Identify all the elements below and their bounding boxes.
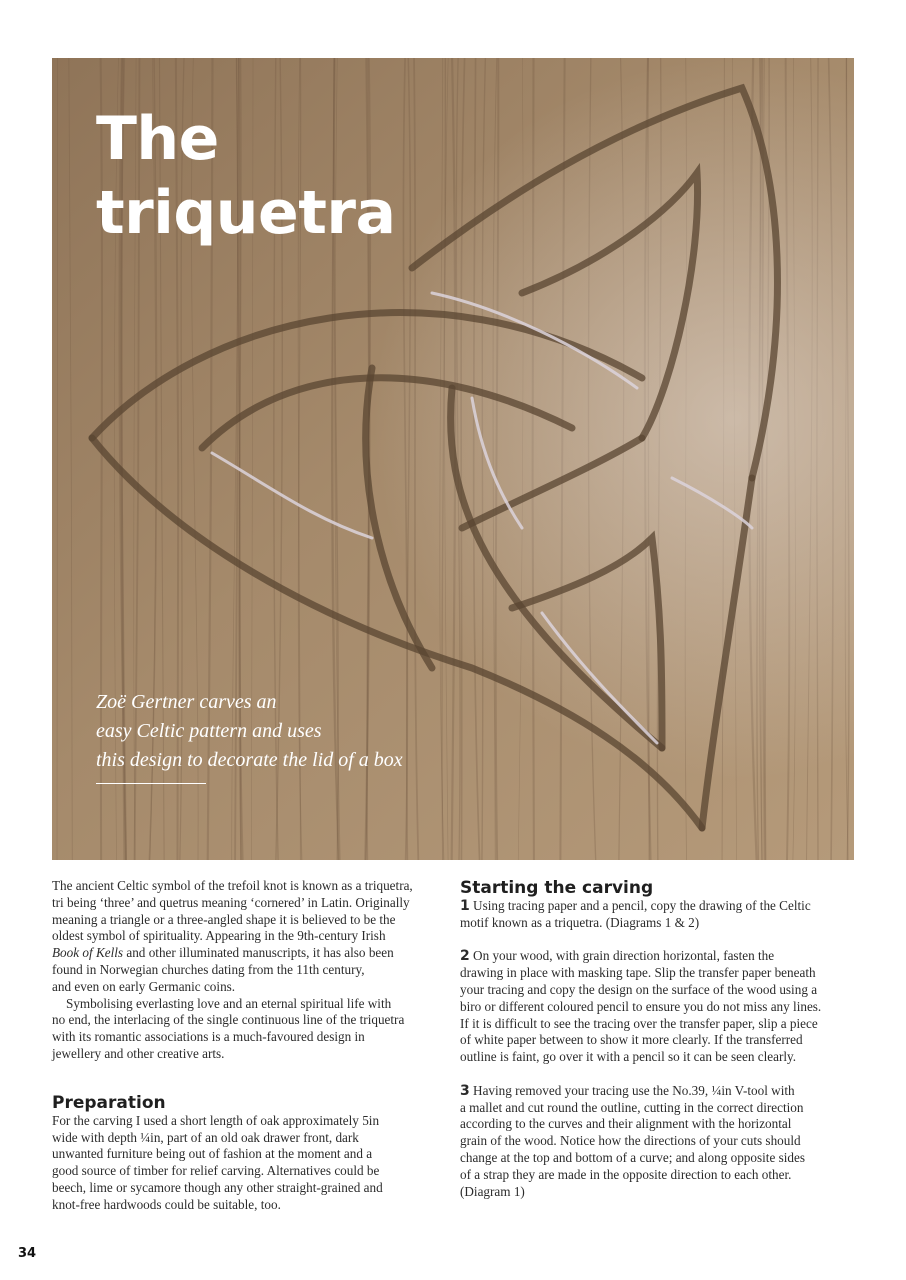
hero-photo [52,58,854,860]
text-line: of white paper between to show it more clearly. If the transferred [460,1032,803,1048]
text-line: tri being ‘three’ and quetrus meaning ‘cornered’ in Latin. Originally [52,894,410,910]
text-line: and even on early Germanic coins. [52,978,236,994]
step-1 [460,898,856,932]
text-line: change at the top and bottom of a curve; and along opposite sides [460,1149,805,1165]
text-line [52,945,444,962]
text-line: beech, lime or sycamore though any other straight-grained and [52,1179,383,1195]
text-line: found in Norwegian churches dating from the 11th century, [52,961,365,977]
step-number: 1 [460,898,470,914]
text-line: wide with depth ¼in, part of an old oak drawer front, dark [52,1129,359,1145]
article-title [96,102,395,250]
text-line [460,898,856,915]
standfirst [96,688,476,775]
text-line: grain of the wood. Notice how the directions of your cuts should [460,1133,801,1149]
standfirst-divider [96,783,206,784]
text-line: knot-free hardwoods could be suitable, too. [52,1196,281,1212]
text-line: (Diagram 1) [460,1183,525,1199]
standfirst-line: this design to decorate the lid of a box [96,749,403,771]
text-line: no end, the interlacing of the single continuous line of the triquetra [52,1012,405,1028]
page-number: 34 [18,1246,37,1261]
text-line: The ancient Celtic symbol of the trefoil knot is known as a triquetra, [52,878,413,893]
text-fragment: On your wood, with grain direction horizontal, fasten the [469,948,775,964]
text-line [460,1083,856,1100]
step-2 [460,948,856,1066]
intro-paragraph-2 [52,996,444,1063]
text-line: outline is faint, go over it with a pencil so it can be seen clearly. [460,1049,797,1065]
text-line: meaning a triangle or a three-angled shape it is believed to be the [52,911,396,927]
text-line: unwanted furniture being out of fashion at the moment and a [52,1146,373,1162]
left-column [52,878,444,1214]
text-line: Symbolising everlasting love and an eternal spiritual life with [66,995,392,1011]
text-line: motif known as a triquetra. (Diagrams 1 & 2) [460,914,700,930]
standfirst-line: easy Celtic pattern and uses [96,720,322,742]
book-title: Book of Kells [52,945,124,961]
step-3 [460,1083,856,1201]
preparation-heading: Preparation [52,1092,166,1113]
step-number: 3 [460,1082,470,1099]
text-line: according to the curves and their alignment with the horizontal [460,1116,792,1132]
preparation-paragraph [52,1113,444,1214]
text-line: If it is difficult to see the tracing over the transfer paper, slip a piece [460,1015,818,1031]
title-line: The [96,104,219,174]
text-fragment: Using tracing paper and a pencil, copy the drawing of the Celtic [469,898,811,913]
starting-heading: Starting the carving [460,878,654,898]
intro-paragraph-1 [52,878,444,996]
text-line: good source of timber for relief carving. Alternatives could be [52,1163,380,1179]
title-line: triquetra [96,178,396,248]
text-line: oldest symbol of spirituality. Appearing in the 9th-century Irish [52,928,386,944]
text-line: drawing in place with masking tape. Slip the transfer paper beneath [460,965,816,981]
text-line: a mallet and cut round the outline, cutting in the correct direction [460,1099,804,1115]
right-column [460,878,856,1200]
text-line: biro or different coloured pencil to ensure you do not miss any lines. [460,998,822,1014]
text-line: For the carving I used a short length of oak approximately 5in [52,1112,380,1128]
standfirst-line: Zoë Gertner carves an [96,691,277,713]
text-line [460,948,856,965]
text-line: jewellery and other creative arts. [52,1045,225,1061]
step-number: 2 [460,948,470,965]
text-fragment: Having removed your tracing use the No.39, ¼in V-tool with [469,1082,795,1098]
text-fragment: and other illuminated manuscripts, it has also been [123,945,394,961]
text-line: your tracing and copy the design on the surface of the wood using a [460,981,818,997]
text-line: of a strap they are made in the opposite direction to each other. [460,1166,792,1182]
text-line: with its romantic associations is a much-favoured design in [52,1029,365,1045]
